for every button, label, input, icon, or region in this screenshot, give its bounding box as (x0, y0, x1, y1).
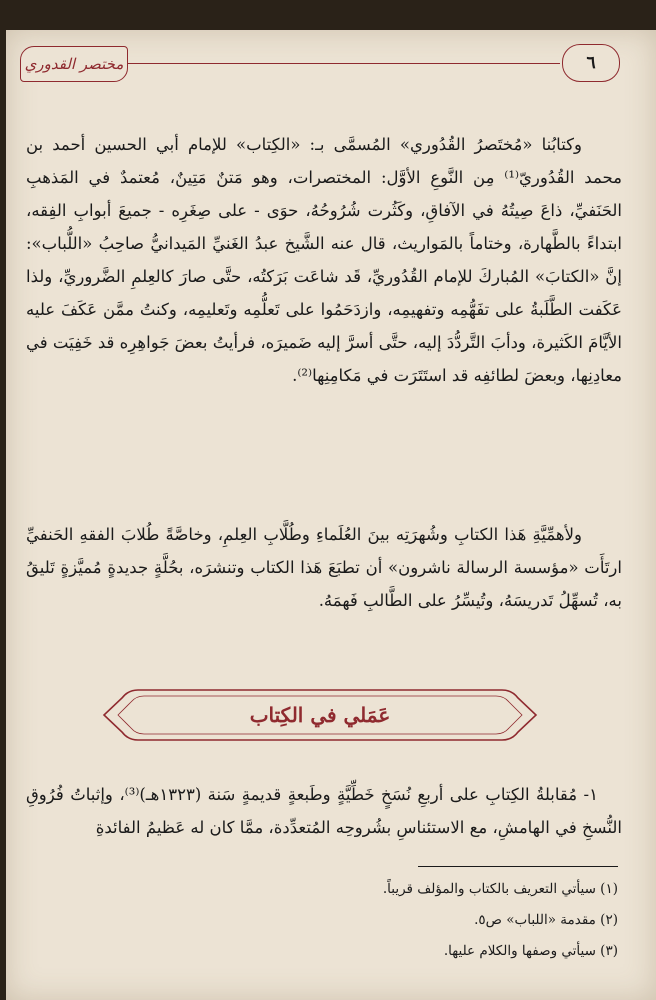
page-number: ٦ (562, 44, 620, 82)
section-title: عَمَلي في الكِتاب (249, 703, 391, 727)
paragraph-publisher: ولأهمِّيَّةِ هَذا الكتابِ وشُهرَتِه بينَ العُلَماءِ وطُلَّابِ العِلمِ، وخاصَّةً طُلابَ الفقهِ الحَنفيِّ ارتَأَت «مؤسسة الرسالة ناشرون» أن تطبَعَ هَذا الكتاب وتنشرَه، بحُلَّةٍ جديدةٍ مُميَّزةٍ تَليقُ به، تُسهِّلُ تَدريسَهُ، وتُيسِّرُ على الطَّالبِ فَهمَهُ. (26, 525, 622, 610)
paragraph-intro: وكتابُنا «مُختَصرُ القُدُوري» المُسمَّى بـ: «الكِتاب» للإمام أبي الحسين أحمد بن محمد القُدُوريّ⁽¹⁾ مِن النَّوعِ الأوَّل: المختصرات، وهو مَتنٌ مَتِينٌ، مُعتمدٌ في المَذهبِ الحَنَفيِّ، ذاعَ صِيتُهُ في الآفاقِ، وكَثُرت شُرُوحُهُ، حوَى - على صِغَرِه - جميعَ أبوابِ الفِقه، ابتداءً بالطَّهارة، وختاماً بالمَواريث، قال عنه الشَّيخ عبدُ الغَنيِّ المَيدانيُّ صاحِبُ «اللُّباب»: إنَّ «الكتابَ» المُباركَ للإمام القُدُوريِّ، قَد شاعَت بَرَكتُه، حتَّى صارَ كالعِلمِ الضَّروريِّ، ولذا عَكَفت الطَّلَبةُ على تفَهُّمِه وتفهيمِه، وازدَحَمُوا على تَعلُّمِه وتَعليمِه، وكنتُ ممَّن عَكَفَ عليه الأيَّامَ الكَثيرة، ودأبَ التَّردُّدَ إليه، حتَّى أسرَّ إليه ضَميرَه، فرأيتُ بعضَ جَواهِرِه قد خَفِيَت في معادِنِها، وبعضَ لطائفِه قد استَتَرَت في مَكامِنِها⁽²⁾. (26, 135, 622, 385)
footnote-2: (٢) مقدمة «اللباب» ص٥. (474, 912, 618, 928)
footnote-3: (٣) سيأتي وصفها والكلام عليها. (443, 943, 618, 959)
book-title-logo: مختصر القدوري (20, 46, 128, 82)
book-page (6, 30, 656, 1000)
section-heading-frame (98, 684, 542, 746)
running-header (20, 42, 620, 86)
header-rule (124, 63, 560, 64)
footnote-1: (١) سيأتي التعريف بالكتاب والمؤلف قريباً. (382, 881, 618, 897)
footnote-separator (418, 866, 618, 867)
paragraph-work-item-1: ١- مُقابلةُ الكِتابِ على أربعِ نُسَخٍ خَطِّيَّةٍ وطَبعةٍ قديمةٍ سَنة (١٣٢٣هـ)⁽³⁾، وإثباتُ فُرُوقِ النُّسخِ في الهامشِ، مع الاستئناسِ بشُروحِه المُتعدِّدة، ممَّا كان له عَظيمُ الفائدةِ (26, 785, 622, 837)
footnotes (58, 874, 618, 967)
